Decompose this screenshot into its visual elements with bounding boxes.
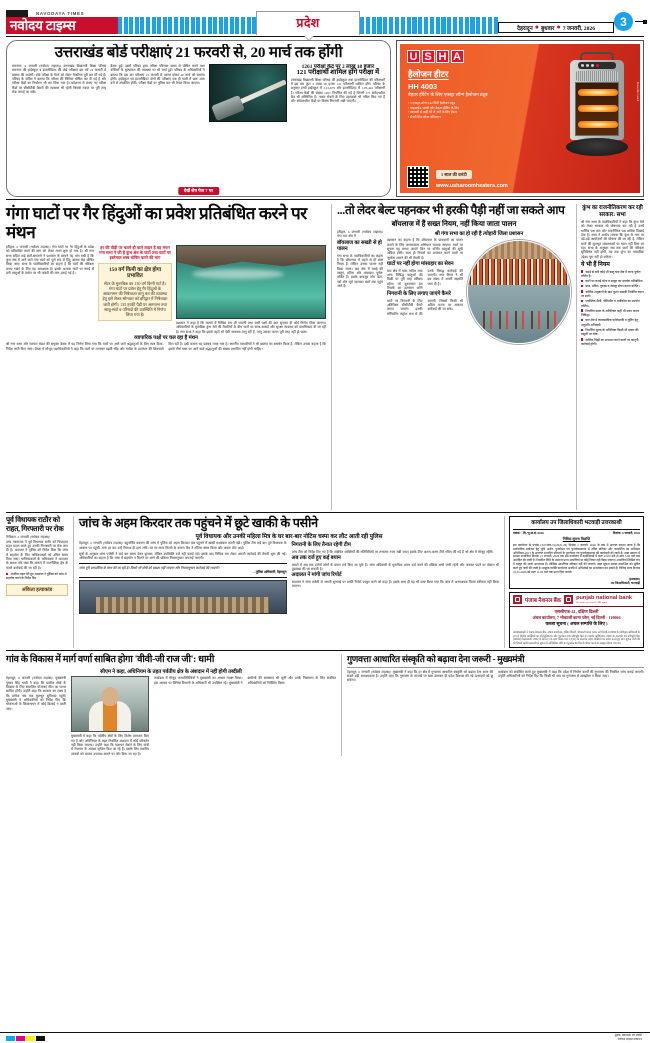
top-story xyxy=(6,40,391,197)
logo-hindi-text: नवोदय टाइम्स xyxy=(6,17,118,34)
heater-control-panel xyxy=(578,62,616,69)
lead-kicker-title: 150 वर्ग किमी का क्षेत्र होगा प्रभावित xyxy=(108,267,162,280)
mid-center-col-2: सूत्रों के अनुसार जांच एजेंसी ने कई बार समय देकर बुलाया, लेकिन उपस्थिति दर्ज नहीं कराई गई। इसके बाद विधिक राय लेकर अगली कार्रवाई की तैयारी शुरू की गई। अधिकारियों का कहना है कि जांच में सहयोग न मिलने पर आगे की प्रक्रिया नियमानुसार अपनाई जाएगी। xyxy=(79,552,287,561)
heater-product-image xyxy=(566,52,628,162)
lead-section xyxy=(6,204,644,510)
usha-bullet-list xyxy=(400,99,500,119)
usha-warranty-badge: 1 साल की वारंटी xyxy=(436,170,472,179)
usha-letter-a: A xyxy=(451,50,464,63)
bottom-right-col-1: देहरादून, 6 जनवरी (नवोदय टाइम्स)। मुख्यमंत्री ने कहा कि हर क्षेत्र में गुणवत्ता आधारित संस्कृति को बढ़ावा देना आज की सबसे बड़ी आवश्यकता है। उन्होंने कहा कि गुणवत्ता के मानकों पर खरा उतरकर ही प्रदेश विकास की नई ऊंचाइयों को छू सकेगा। xyxy=(347,669,493,683)
usha-product-title: हैलोजन हीटर xyxy=(408,69,449,79)
mid-section xyxy=(6,516,644,648)
mid-center-subhead: पूर्व विधायक और उनकी महिला मित्र के घर बार-बार नोटिस चस्पा कर लौट आती रही पुलिस xyxy=(195,533,383,540)
lead-kicker-intro: हर की पौड़ी पर चलने ही वाले लाइन है वह मंथन गंगा सभा ने की है कुंभ क्षेत्र के घाटों तथा घाटों पर इस्तेमाल शस्त्र घोषित करने की मांग xyxy=(99,245,171,260)
usha-letter-u: U xyxy=(407,50,420,63)
rule-item-1: चमड़े से बनी कोई भी वस्तु घाट क्षेत्र में लाना पूर्णतः वर्जित है। xyxy=(581,270,644,279)
usha-bullet-2: • वाइडस्प्रेड, जल्दी और बेहतर हीटिंग के लिए xyxy=(408,106,500,111)
footer-divider xyxy=(0,1032,650,1033)
cmyk-magenta xyxy=(16,1036,25,1041)
bottom-left-story xyxy=(6,654,336,756)
mid-center-sub-2-text: जांच टीम को निर्देश दिए गए हैं कि संबंधित व्यक्तियों की गतिविधियों पर लगातार नजर रखी जाए। इसके लिए अलग-अलग टीमें गठित की गई हैं जो क्षेत्र में मौजूद रहेंगी। xyxy=(291,549,494,554)
lead-story-headline: गंगा घाटों पर गैर हिंदुओं का प्रवेश प्रतिबंधित करने पर मंथन xyxy=(6,204,307,242)
ganga-ghat-photo xyxy=(176,245,326,319)
dateline-date: 7 जनवरी, 2026 xyxy=(562,25,595,32)
heater-halogen-tubes xyxy=(575,82,619,136)
tender-subject: निविदा सूचना विज्ञप्ति xyxy=(562,536,591,541)
right-rail-rules-headline: ये भी हैं नियम xyxy=(581,262,610,269)
top-story-subhead xyxy=(291,64,385,77)
pnb-advertisement[interactable] xyxy=(509,592,644,648)
exam-pen-photo xyxy=(209,64,287,122)
page-number-badge xyxy=(614,12,644,34)
usha-description: बेहतर हीटिंग के लिए एक्स्ट्रा लॉन्ग हैलोजन ट्यूब xyxy=(408,93,488,98)
second-story-dateline: हरिद्वार, 6 जनवरी (नवोदय टाइम्स)। गंगा घाट क्षेत्र में xyxy=(337,230,383,239)
usha-letter-s: S xyxy=(422,50,435,63)
usha-website-url[interactable]: www.usharoomheaters.com xyxy=(436,183,508,189)
right-rail-headline: कुंभ का राजनीतिकरण कर रही सरकार: सभा xyxy=(582,205,643,218)
second-story-sub-4: निगरानी के लिए लगाए जाएंगे कैमरे xyxy=(387,291,451,298)
top-story-photo-wrap xyxy=(209,64,287,172)
logo-english-text: NAVODAYA TIMES xyxy=(36,11,85,16)
cmyk-registration-marks xyxy=(6,1036,45,1041)
second-story-sub-4-text: घाटों पर निगरानी के लिए अतिरिक्त सीसीटीवी कैमरे लगाए जाएंगे। इनकी मॉनिटरिंग कंट्रोल रूम से की जाएगी, जिससे किसी भी अप्रिय घटना पर तत्काल कार्रवाई की जा सके। xyxy=(387,298,463,316)
mid-center-sub-3: अब तक दर्ज हुए कई बयान xyxy=(291,555,341,562)
right-rail-rules-list xyxy=(581,270,644,347)
pnb-address-block xyxy=(510,607,643,629)
usha-advertisement[interactable] xyxy=(396,40,644,197)
mid-center-col-1: देहरादून, 6 जनवरी (नवोदय टाइम्स)। बहुचर्चित प्रकरण की जांच में पुलिस को अहम किरदार तक पहुंचने में खासी मशक्कत करनी पड़ी। पुलिस टीम कई बार पूर्व विधायक के आवास पर पहुंची, मगर हर बार उन्हें निराशा ही हाथ लगी। घर पर ताला मिलने के कारण टीम ने नोटिस चस्पा किया और वापस लौट आई। xyxy=(79,541,287,550)
mid-center-quote-text: जांच पूरी पारदर्शिता के साथ की जा रही है। किसी भी दोषी को बख्शा नहीं जाएगा और नियमानुसार कार्रवाई की जाएगी। xyxy=(79,565,220,570)
top-story-col-3-wrap xyxy=(291,64,385,172)
section-tab-label: प्रदेश xyxy=(296,16,320,30)
dateline xyxy=(498,22,614,33)
ghat-water-foam xyxy=(192,269,284,279)
second-story-sub-2: श्री गंगा सभा का हो रही है त्योहारी जिला प्रशासन xyxy=(434,231,524,237)
tender-sign-line-2: उप जिलाधिकारी, भटवाड़ी xyxy=(610,581,640,586)
mid-center-headline: जांच के अहम किरदार तक पहुंचने में छूटे खाकी के पसीने xyxy=(79,516,318,531)
lead-section-divider xyxy=(6,512,644,513)
page-number: 3 xyxy=(614,12,633,31)
cmyk-black xyxy=(36,1036,45,1041)
rule-item-4: धार्मिक अनुष्ठानों के बाद पूजन सामग्री निर्धारित स्थान पर डालें। xyxy=(581,289,644,298)
mid-center-sub-4: अदालत ने मांगी जांच रिपोर्ट xyxy=(291,572,342,579)
right-rail-body: श्री गंगा सभा के पदाधिकारियों ने कहा कि कुंभ मेले को लेकर सरकार जो घोषणाएं कर रही है उनमें धार्मिक पक्ष कम और राजनीतिक पक्ष अधिक दिखाई देता है। सभा ने आरोप लगाया कि कुंभ के नाम पर बड़े-बड़े आयोजनों की घोषणा की जा रही है, लेकिन घाटों की मूलभूत व्यवस्थाओं पर ध्यान नहीं दिया जा रहा। सभा के अनुसार जब तक घाटों की पवित्रता सुनिश्चित नहीं होगी, तब तक कुंभ का वास्तविक उद्देश्य पूरा नहीं हो सकेगा। xyxy=(581,220,644,259)
dateline-bullet-1: ● xyxy=(534,23,539,31)
tender-sign-line-1: (हस्ताक्षर) xyxy=(628,577,640,581)
heater-knob-3 xyxy=(591,64,594,67)
lead-story-col-2: प्रशासन ने कहा है कि मामले में विधिक राय ली जाएगी तथा सभी पक्षों की बात सुनकर ही कोई निर्णय लिया जाएगा। अधिकारियों के मुताबिक कुंभ मेले की तैयारियों के बीच घाटों पर साफ-सफाई और सुरक्षा व्यवस्था को प्राथमिकता दी जा रही है। गंगा सभा ने कहा कि इससे पहले भी ऐसी व्यवस्था लागू रही है, परंतु उसका पालन पूरी तरह नहीं हो पाता। xyxy=(176,321,326,334)
usha-bullet-1: • 3 एक्स्ट्रा-लॉन्ग 242 मिमी हैलोजन ट्यूब xyxy=(408,101,500,106)
page-number-tail xyxy=(635,21,644,22)
mid-left-badge: अंकिता हत्याकांड xyxy=(6,584,68,596)
heater-body xyxy=(570,60,624,140)
bottom-left-col-1 xyxy=(6,676,66,756)
top-story-subhead-line2: 121 परीक्षार्थी शामिल होंगे परीक्षा में xyxy=(296,69,380,77)
pnb-logo-icon xyxy=(513,595,522,604)
pnb-notice-title: कब्जा सूचना ( अचल सम्पत्ति के लिए ) xyxy=(545,621,608,627)
continue-page-badge[interactable]: देखें शेष पेज 7 पर xyxy=(178,187,219,195)
second-story-sub-3: घाटों पर नहीं होगा मांसाहार का सेवन xyxy=(387,261,454,268)
pnb-header xyxy=(510,593,643,607)
pnb-address-line-1: एससीएफ-41, दक्षिण दिल्ली xyxy=(554,609,599,615)
section-tab-pradesh[interactable] xyxy=(256,11,360,35)
top-section-divider xyxy=(6,199,644,200)
lead-story-col-1: हरिद्वार, 6 जनवरी (नवोदय टाइम्स)। गंगा घाटों पर गैर हिंदुओं के प्रवेश को प्रतिबंधित करने की मांग को लेकर मंथन शुरू हो गया है। श्री गंगा सभा सहित कई संतों-संगठनों ने प्रशासन के सामने यह मांग रखी है कि कुंभ क्षेत्र में आने वाले गंगा घाटों को पूर्ण रूप से हिंदू आस्था केंद्र घोषित किया जाए। सभा के पदाधिकारियों का कहना है कि घाटों की पवित्रता बनाए रखने के लिए यह आवश्यक है। इसके अलावा घाटों पर चमड़े से बनी वस्तुओं के प्रयोग पर भी पाबंदी की मांग उठाई गई है। xyxy=(6,245,94,276)
bottom-left-headline: गांव के विकास में मार्ग वर्णा साबित होगा 'वीवी-जी राज जी': धामी xyxy=(6,654,215,666)
tender-notice xyxy=(509,516,644,589)
bottom-left-col-3 xyxy=(154,676,336,756)
second-story-col-1 xyxy=(337,230,383,347)
footer-line-2: नवोदय टाइम्स प्रकाशन xyxy=(617,1037,642,1041)
ghat-bathing-photo xyxy=(467,240,571,344)
bottom-left-columns xyxy=(6,676,336,756)
top-story-col-3: उत्तराखंड विद्यालयी शिक्षा परिषद की हाईस्कूल तथा इंटरमीडिएट की परीक्षाओं में इस बार कुल 2 लाख 18 हजार 121 परीक्षार्थी शामिल होंगे। परिषद के अनुसार इनमें हाईस्कूल में 1,12,679 और इंटरमीडिएट में 1,05,442 परीक्षार्थी हैं। परीक्षा केंद्रों की संख्या 1261 निर्धारित की गई है जिनमें 175 संवेदनशील केंद्र भी सम्मिलित हैं। नकल रोकने के लिए उड़नदस्ते भी गठित किए गए हैं और संवेदनशील केंद्रों पर विशेष निगरानी रखी जाएगी। xyxy=(290,77,385,104)
mid-left-dateline: नैनीताल, 6 जनवरी (नवोदय टाइम्स)। xyxy=(6,535,51,540)
heater-grill xyxy=(576,71,618,81)
pnb-name-hindi: पंजाब नैशनल बैंक xyxy=(525,597,562,604)
tender-office-name: कार्यालय उप जिलाधिकारी भटवाड़ी उत्तरकाशी xyxy=(513,520,640,530)
bottom-right-headline: गुणवत्ता आधारित संस्कृति को बढ़ावा देना जरूरी - मुख्यमंत्री xyxy=(347,654,525,665)
second-story-col-2 xyxy=(387,230,571,347)
second-story-headline: ...तो लेदर बेल्ट पहनकर भी हरकी पैड़ी नहीं जा सकते आप xyxy=(337,203,565,217)
mid-left-body: उच्च न्यायालय ने पूर्व विधायक राठौर को फिलहाल राहत प्रदान करते हुए उनकी गिरफ्तारी पर रोक लगा दी है। अदालत ने पुलिस को निर्देश दिया कि जांच में सहयोग के लिए याचिकाकर्ता को उचित समय दिया जाए। याचिकाकर्ता के अधिवक्ता ने अदालत के समक्ष तर्क रखा कि मामले में राजनीतिक द्वेष के चलते कार्रवाई की जा रही है। xyxy=(6,539,68,570)
mid-left-headline: पूर्व विधायक राठौर को राहत, गिरफ्तारी पर रोक xyxy=(6,516,64,533)
mid-left-bullets xyxy=(6,572,68,581)
usha-side-text: Manufactured xyxy=(636,82,639,102)
tender-body: इस कार्यालय के पत्रांक-1347/पांच-01(2025-26) दिनांक 2 जनवरी, 2026 के क्रम में अवगत कराया जाता है कि सार्वजनिक प्रयोजन हेतु भूमि अर्जन, पुनर्वासन एवं पुनर्व्यवस्थापन में उचित प्रतिकर और पारदर्शिता का अधिकार अधिनियम-2013 के अन्तर्गत प्रभावित परिवारों के पुनर्वासन एवं पुनर्व्यवस्थापन की कार्यवाही की जानी है। उक्त प्रकरण में समस्त आपत्तियां दिनांक 21 जनवरी, 2026 तक इस कार्यालय में कार्यदिवसों में प्रातः 10.00 बजे से सायं 5.00 बजे तक आमंत्रित की जाती हैं। निर्धारित तिथि के उपरान्त प्राप्त आपत्तियों पर कोई विचार नहीं किया जाएगा। आपत्तियां लिखित रूप में प्रस्तुत की जानी आवश्यक हैं। मौखिक आपत्तियां स्वीकार नहीं की जाएंगी। उक्त सूचना समस्त सम्बन्धित को सूचित करते हुए जारी की जाती है। इच्छुक व्यक्ति कार्यालय अवधि में अभिलेखों का अवलोकन कर सकते हैं। निविदा प्रपत्र दिनांक 22.01.2026 को प्रातः 11.00 बजे तक प्राप्त किए जाएंगे। xyxy=(513,542,640,575)
usha-letter-h: H xyxy=(436,50,449,63)
heater-knob-2 xyxy=(586,64,589,67)
bottom-section xyxy=(6,654,644,756)
dateline-city: देहरादून xyxy=(516,25,533,32)
right-rail xyxy=(576,204,644,510)
rule-item-6: निर्धारित स्थान के अतिरिक्त कहीं भी स्नान करना निषिद्ध। xyxy=(581,309,644,318)
usha-model-number: HH 4003 xyxy=(408,82,438,91)
photo-head xyxy=(102,687,119,706)
tender-signature xyxy=(513,577,640,585)
tender-meta xyxy=(513,532,640,536)
rule-item-8: निर्धारित शुल्क के अतिरिक्त किसी भी प्रकार की वसूली पर रोक। xyxy=(581,328,644,337)
tender-ref-number: पत्रांक : -वि./भू-प्रा.सं./2026 xyxy=(513,530,544,535)
top-section xyxy=(6,40,644,197)
bottom-right-story xyxy=(341,654,644,756)
mid-left-bullet-1: अंतरिम राहत देते हुए अदालत ने पुलिस को जांच में सहयोग करने के निर्देश दिए xyxy=(6,572,67,581)
bottom-right-divider xyxy=(347,667,644,668)
decorative-bars-right xyxy=(360,17,498,34)
mid-center-sub-3-text: मामले में अब तक दर्जनों लोगों के बयान दर्ज किए जा चुके हैं। जांच अधिकारी के मुताबिक बयान दर्ज करने की प्रक्रिया अभी जारी रहेगी और जरूरत पड़ने पर दोबारा भी पूछताछ की जा सकती है। xyxy=(291,562,499,571)
halogen-tube-3 xyxy=(578,121,618,128)
rule-item-7: घाट क्षेत्र में व्यावसायिक फोटोग्राफी व शूटिंग हेतु अनुमति अनिवार्य। xyxy=(581,318,644,327)
bottom-left-col-3-text: कार्यक्रम में मौजूद जनप्रतिनिधियों ने मुख्यमंत्री का आभार व्यक्त किया। इस अवसर पर विभिन्न विभागों के अधिकारी भी उपस्थित रहे। मुख्यमंत्री ने ग्रामीणों की समस्याएं भी सुनीं और उनके निस्तारण के लिए संबंधित अधिकारियों को निर्देशित किया। xyxy=(154,676,336,685)
mid-center-quote xyxy=(79,563,287,578)
second-story-body xyxy=(337,230,571,347)
halogen-tube-1 xyxy=(578,89,618,96)
classifieds-column xyxy=(504,516,644,648)
mid-center-story xyxy=(73,516,499,648)
top-story-col-2: बैठक हुई। इसमें परिषद द्वारा परीक्षा परिणाम समय से घोषित करने तथा कॉपियों के मूल्यांकन की व्यवस्था पर भी चर्चा हुई। परिषद के अधिकारियों ने बताया कि इस बार परीक्षाएं 21 फरवरी से आरंभ होकर 20 मार्च को समाप्त होंगी। हाईस्कूल एवं इंटरमीडिएट दोनों की परीक्षाएं एक ही पाली में प्रातः आठ बजे से संचालित होंगी। परीक्षा केंद्रों पर पुलिस बल भी तैनात किया जाएगा। xyxy=(110,63,205,86)
dateline-day: बुधवार xyxy=(540,25,555,32)
lead-kicker-box xyxy=(98,263,172,321)
usha-ad-inner xyxy=(400,44,640,193)
dateline-bullet-2: ● xyxy=(556,23,561,31)
usha-bullet-3: • आसानी से कहीं भी ले जाने के लिए हैंडल xyxy=(408,110,500,115)
bottom-left-col-1-text: देहरादून, 6 जनवरी (नवोदय टाइम्स)। मुख्यमंत्री पुष्कर सिंह धामी ने कहा कि ग्रामीण क्षेत्रों के विकास के लिए संचालित योजनाएं मील का पत्थर साबित होंगी। उन्होंने कहा कि सरकार का लक्ष्य है कि प्रत्येक गांव तक मूलभूत सुविधाएं पहुंचें। मुख्यमंत्री ने अधिकारियों को निर्देश दिए कि योजनाओं के क्रियान्वयन में कोई ढिलाई न बरती जाए। xyxy=(6,676,66,711)
second-story xyxy=(331,204,571,510)
lead-col-1-wrap xyxy=(6,245,94,334)
second-story-sub-1-text: गंगा सभा के पदाधिकारियों का कहना है कि बॉयलाज में पहले से ही स्पष्ट नियम हैं, लेकिन उनका पालन नहीं किया जाता। घाट क्षेत्र में चमड़े की वस्तुएं, मदिरा और मांसाहार पूर्णतः वर्जित हैं। इसके बावजूद लोग बेल्ट, पर्स और जूते पहनकर घाटों तक पहुंच जाते हैं। xyxy=(337,253,383,288)
rule-item-5: प्लास्टिक थैली, पॉलिथीन व थर्मोकोल का उपयोग वर्जित। xyxy=(581,299,644,308)
lead-story-upper xyxy=(6,245,326,334)
bottom-left-col-2-text: मुख्यमंत्री ने कहा कि पर्वतीय क्षेत्रों के लिए विशेष प्रावधान किए गए हैं और अधिनियम के तहत निर्धारित अंशदान में कोई परिवर्तन नहीं किया जाएगा। उन्होंने कहा कि पलायन रोकने के लिए गांवों में रोजगार के अवसर सृजित किए जा रहे हैं। इसके लिए स्थानीय उत्पादों को बाजार उपलब्ध कराने पर जोर दिया जा रहा है। xyxy=(71,734,149,756)
top-story-subhead-line1: 1261 परीक्षा केंद्र पर 2 लाख 18 हजार xyxy=(301,63,375,70)
ghat-crowd xyxy=(468,259,570,285)
cmyk-cyan xyxy=(6,1036,15,1041)
pnb-name-english: punjab national bank xyxy=(576,595,633,602)
pnb-fine-print: अधोहस्ताक्षरी ने पंजाब नैशनल बैंक, अंचल कार्यालय, दक्षिण दिल्ली, भीकाजी कामा प्लेस, नई दिल्ली-110066 के प्राधिकृत अधिकारी के रूप में वित्तीय आस्तियों का प्रतिभूतिकरण और पुनर्गठन तथा प्रतिभूति हित का प्रवर्तन अधिनियम, 2002 के अन्तर्गत एवं प्रतिभूति हित (प्रवर्तन) नियमावली, 2002 के नियम 3 के साथ पठित धारा 13(12) के अन्तर्गत प्रदत्त शक्तियों का प्रयोग करते हुए मांग सूचना जारी की थी जिसमें ऋणी/जमानती से सूचना में उल्लिखित राशि का भुगतान 60 दिन के भीतर करने का आह्वान किया गया था। xyxy=(513,631,640,645)
mid-center-col-1-wrap xyxy=(79,541,287,613)
cm-dhami-photo xyxy=(71,676,149,732)
mid-center-sub-4-text: अदालत ने जांच एजेंसी से अगली सुनवाई पर प्रगति रिपोर्ट प्रस्तुत करने को कहा है। इसके साथ ही यह भी स्पष्ट किया गया कि जांच में अनावश्यक विलंब स्वीकार नहीं किया जाएगा। xyxy=(291,579,499,589)
lead-story xyxy=(6,204,326,510)
bottom-left-subhead: सीएम ने कहा, अधिनियम के तहत पर्वतीय क्षेत्र के अंशदान में नहीं होगी तब्दीली xyxy=(100,668,242,675)
lead-kicker-body: सेंटर के मुताबिक का 130 वर्ग किमी पार्ट है। गंगा घाटों पर प्रवेश हेतु गैर हिंदुओं के आवागमन की निषेधाज्ञा लागू कर की व्यवस्था हेतु इसे लेकर सोमवार को हरिद्वार में निषेधाज्ञा जारी होगी। 135 हरकी पैड़ी पर आमजन तथा साधु-संतों व परिषदों की उपस्थिति में निर्णय लिया गया है। xyxy=(102,280,168,318)
second-story-sub-1: बॉयलाज का सख्ती से हो पालन xyxy=(337,239,382,253)
pnb-tagline: the name you can BANK upon xyxy=(576,601,607,605)
footer-line-1: मुद्रक, प्रकाशक एवं स्वामी xyxy=(614,1033,642,1037)
rule-item-9: धार्मिक चिह्नों का अपमान करने वालों पर कानूनी कार्रवाई होगी। xyxy=(581,338,644,347)
heater-power-led xyxy=(596,64,599,67)
mid-center-sub-2: निगरानी के लिए तैनात रहेगी टीम xyxy=(291,542,351,549)
bottom-right-col-2: कार्यक्रम को संबोधित करते हुए मुख्यमंत्री ने कहा कि प्रदेश में निर्माण कार्यों की गुणवत्ता की नियमित जांच कराई जाएगी। उन्होंने अधिकारियों को निर्देश दिए कि किसी भी स्तर पर गुणवत्ता से समझौता न किया जाए। xyxy=(498,669,644,679)
top-story-columns xyxy=(12,64,385,172)
top-story-col-1: रामनगर, 6 जनवरी (नवोदय टाइम्स)। उत्तराखंड विद्यालयी शिक्षा परिषद रामनगर की हाईस्कूल व इंटरमीडिएट की बोर्ड परीक्षाएं इस वर्ष 21 फरवरी से प्रारम्भ की जाएंगी। बोर्ड परीक्षा के पैटर्न को लेकर तैयारियां पूरी कर ली गई हैं। परिषद के सचिव ने बताया कि परीक्षा की तिथियां घोषित कर दी गई हैं और परीक्षा केंद्रों का निर्धारण भी कर लिया गया है। प्रदेशभर में बनाए गए परीक्षा केंद्रों पर सीसीटीवी कैमरों की व्यवस्था भी रहेगी जिससे नकल पर पूरी तरह रोक लगाई जा सके। xyxy=(12,63,107,95)
bottom-left-photo-wrap xyxy=(71,676,149,756)
tender-date: दिनांक: 6 जनवरी, 2026 xyxy=(613,530,640,535)
mid-center-columns xyxy=(79,541,499,613)
qr-code-icon[interactable] xyxy=(407,166,429,188)
rule-item-2: घाटों पर कपड़े धोना व साबुन का उपयोग प्रतिबंधित। xyxy=(581,279,644,283)
ghat-bathers xyxy=(476,311,562,329)
ghat-rocks xyxy=(177,246,325,272)
pnb-name-block xyxy=(576,595,632,604)
second-story-sub-3-text: घाट क्षेत्र में मांस, मदिरा तथा अन्य निषिद्ध वस्तुओं की बिक्री पर पूरी तरह प्रतिबंध रहेगा। जो दुकानदार इन नियमों का उल्लंघन करेंगे उनके विरुद्ध कार्रवाई की जाएगी। नगर निगम ने भी इस संबंध में अपनी सहमति जता दी है। xyxy=(387,268,463,290)
mid-left-story xyxy=(6,516,68,648)
footer-imprint xyxy=(615,1033,642,1041)
halogen-tube-2 xyxy=(578,105,618,112)
top-story-headline: उत्तराखंड बोर्ड परीक्षाएं 21 फरवरी से, 20 मार्च तक होंगी xyxy=(54,44,343,61)
lead-story-col-3: श्री गंगा सभा और व्यापार मंडल की संयुक्त बैठक में यह निर्णय लिया गया कि घाटों पर आने वाले श्रद्धालुओं के लिए स्पष्ट दिशा-निर्देश जारी किए जाएं। बैठक में मौजूद पदाधिकारियों ने कहा कि घाटों पर लगातार बढ़ती भीड़ और मर्यादा के उल्लंघन की शिकायतें मिल रही हैं। इसी कारण यह प्रस्ताव लाया गया है। स्थानीय व्यापारियों ने भी प्रस्ताव का समर्थन किया है, लेकिन उनका कहना है कि इससे तीर्थ यात्रा पर आने वाले श्रद्धालुओं की संख्या प्रभावित नहीं होनी चाहिए। xyxy=(6,342,326,351)
pnb-address-line-2: अंचल कार्यालय, 7 भीकाजी कामा प्लेस, नई दिल्ली - 110066 xyxy=(532,615,621,620)
mid-center-quote-attribution: —पुलिस अधिकारी, देहरादून xyxy=(252,570,287,575)
usha-bullet-4: • सेफ्टी टिप-ओवर प्रोटेक्शन xyxy=(408,115,500,120)
decorative-bars-left xyxy=(118,17,256,34)
mid-center-col-2-wrap xyxy=(292,541,500,613)
lead-photo-wrap xyxy=(176,245,326,334)
masthead-logo[interactable] xyxy=(6,11,118,34)
heater-base xyxy=(566,138,628,156)
heater-knob-1 xyxy=(581,64,584,67)
cmyk-yellow xyxy=(26,1036,35,1041)
mid-section-divider xyxy=(6,650,644,651)
rule-item-3: मांस, मदिरा, गुटखा व तंबाकू सेवन करना वर्जित। xyxy=(581,284,644,288)
lead-mid-caption: व्यापारिक पक्षों पर चल रहा है मंथन xyxy=(134,335,198,342)
masthead xyxy=(6,4,644,34)
police-notice-photo xyxy=(79,580,287,614)
second-story-sub-2-text: प्रशासन का कहना है कि बॉयलाज के प्रावधानों का पालन कराने के लिए जागरूकता अभियान चलाया जाएगा। घाटों पर सूचना पट्ट लगाए जाएंगे जिन पर वर्जित वस्तुओं की सूची अंकित होगी। साथ ही नियमों का उल्लंघन करने वालों पर जुर्माना लगाने की भी तैयारी है। xyxy=(387,238,463,260)
second-story-subhead: बॉयलाज में हैं सख्त नियम, नहीं किया जाता पालन xyxy=(391,220,517,228)
masthead-divider xyxy=(6,36,644,37)
pnb-logo-icon-2 xyxy=(564,595,573,604)
bottom-right-columns xyxy=(347,670,644,683)
photo-scarf xyxy=(103,703,117,731)
lead-kicker-wrap xyxy=(98,245,172,334)
